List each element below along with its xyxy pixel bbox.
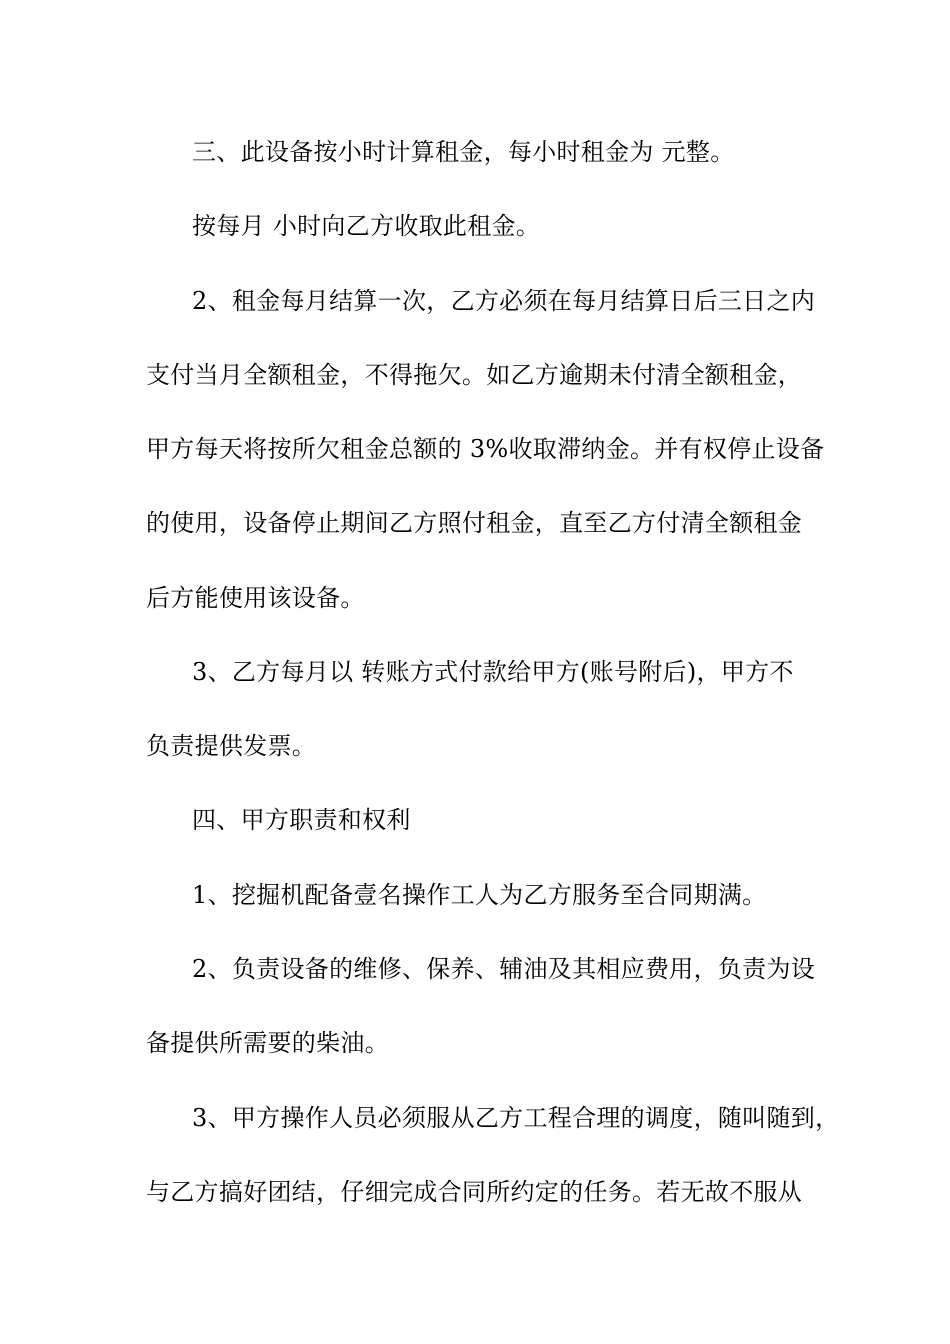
text-line-clause-2-c: 甲方每天将按所欠租金总额的 3%收取滞纳金。并有权停止设备 [146,435,825,463]
text-line-clause-2-e: 后方能使用该设备。 [146,584,365,612]
section-heading-party-a-duties: 四、甲方职责和权利 [192,806,411,834]
text-line-duty-3-a: 3、甲方操作人员必须服从乙方工程合理的调度，随叫随到， [192,1104,840,1132]
text-line-duty-2-b: 备提供所需要的柴油。 [146,1029,389,1057]
text-line-duty-3-b: 与乙方搞好团结，仔细完成合同所约定的任务。若无故不服从 [146,1178,803,1206]
text-line-duty-2-a: 2、负责设备的维修、保养、辅油及其相应费用，负责为设 [192,955,816,983]
text-line-duty-1: 1、挖掘机配备壹名操作工人为乙方服务至合同期满。 [192,881,767,909]
text-line-monthly-hours: 按每月 小时向乙方收取此租金。 [192,212,541,240]
text-line-rent-rate: 三、此设备按小时计算租金，每小时租金为 元整。 [192,138,735,166]
text-line-clause-2-a: 2、租金每月结算一次，乙方必须在每月结算日后三日之内 [192,287,816,315]
text-line-clause-2-b: 支付当月全额租金，不得拖欠。如乙方逾期未付清全额租金， [146,361,803,389]
text-line-clause-2-d: 的使用，设备停止期间乙方照付租金，直至乙方付清全额租金 [146,509,803,537]
text-line-clause-3-a: 3、乙方每月以 转账方式付款给甲方(账号附后)，甲方不 [192,658,794,686]
text-line-clause-3-b: 负责提供发票。 [146,732,317,760]
